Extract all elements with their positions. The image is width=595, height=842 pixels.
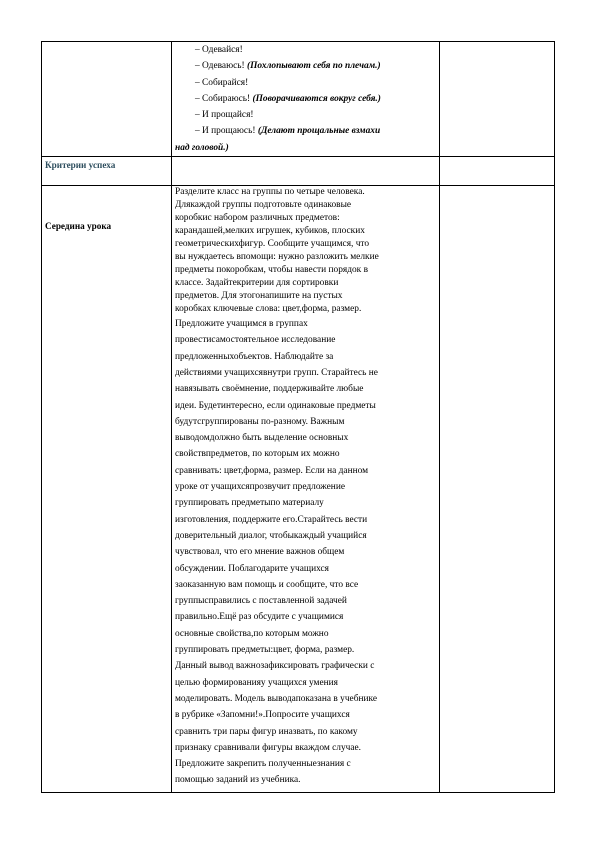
- text-line: вы нуждаетесь впомощи: нужно разложить мелкие: [175, 252, 379, 263]
- text-line: сравнивать: цвет,форма, размер. Если на данном: [175, 465, 369, 476]
- text-line: коробкис набором различных предметов:: [175, 213, 340, 224]
- text-line: – Собирайся!: [195, 77, 249, 88]
- text-line: в рубрике «Запомни!».Попросите учащихся: [175, 710, 350, 721]
- text-line: будутсгруппированы по-разному. Важным: [175, 416, 345, 427]
- text-line: чувствовал, что его мнение важнов общем: [175, 547, 345, 558]
- criteria-label: Критерии успеха: [45, 160, 116, 171]
- row1-content-cell: [172, 42, 440, 157]
- text-line: основные свойства,по которым можно: [175, 628, 329, 639]
- text-line: – И прощайся!: [195, 110, 254, 121]
- text-line: предметов. Для этогонапишите на пустых: [175, 291, 343, 302]
- row1-notes-cell: [440, 42, 555, 157]
- text-line: помощью заданий из учебника.: [175, 775, 301, 786]
- text-line: обсуждении. Поблагодарите учащихся: [175, 563, 329, 574]
- stage-content-cell: [172, 186, 440, 793]
- text-line: провестисамостоятельное исследование: [175, 335, 336, 346]
- row1-stage-cell: [42, 42, 172, 157]
- text-line: карандашей,мелких игрушек, кубиков, плоских: [175, 226, 365, 237]
- text-line: изготовления, поддержите его.Старайтесь вести: [175, 514, 368, 525]
- text-line: коробках ключевые слова: цвет,форма, размер.: [175, 304, 362, 315]
- text-line: группысправились с поставленной задачей: [175, 596, 347, 607]
- criteria-notes-cell: [440, 157, 555, 186]
- stage-label-cell: [42, 186, 172, 793]
- text-line: геометрическихфигур. Сообщите учащимся, что: [175, 239, 370, 250]
- text-line: моделировать. Модель выводапоказана в учебнике: [175, 693, 377, 704]
- text-line: предметы покоробкам, чтобы навести порядок в: [175, 265, 368, 276]
- text-line: навязывать своёмнение, поддерживайте любые: [175, 384, 364, 395]
- text-line: доверительный диалог, чтобыкаждый учащийся: [175, 530, 367, 541]
- table-row: [42, 42, 555, 157]
- table-row: [42, 186, 555, 793]
- criteria-content-cell: [172, 157, 440, 186]
- criteria-label-cell: [42, 157, 172, 186]
- text-line: действиями учащихсявнутри групп. Старайтесь не: [175, 367, 378, 378]
- text-line: сравнить три пары фигур иназвать, по какому: [175, 726, 358, 737]
- text-line: Разделите класс на группы по четыре человека.: [175, 187, 365, 198]
- stage-notes-cell: [440, 186, 555, 793]
- text-line: Данный вывод важнозафиксировать графически с: [175, 661, 375, 672]
- text-line: выводомдолжно быть выделение основных: [175, 433, 349, 444]
- text-line: свойствпредметов, по которым их можно: [175, 449, 340, 460]
- text-line: признаку сравнивали фигуры вкаждом случае.: [175, 742, 362, 753]
- text-line: классе. Задайтекритерии для сортировки: [175, 278, 339, 289]
- stage-label: Середина урока: [45, 221, 112, 232]
- text-line: Предложите учащимся в группах: [175, 319, 308, 330]
- text-line: группировать предметы:цвет, форма, размер.: [175, 645, 355, 656]
- instructions-block: [175, 316, 436, 789]
- text-line: идеи. Будетинтересно, если одинаковые предметы: [175, 400, 376, 411]
- text-line: – Одеваюсь! (Похлопывают себя по плечам.): [195, 61, 381, 72]
- text-line: целью формированияу учащихся умения: [175, 677, 338, 688]
- text-line: – И прощаюсь! (Делают прощальные взмахи: [195, 126, 381, 137]
- text-line: Длякаждой группы подготовьте одинаковые: [175, 200, 352, 211]
- table-row: [42, 157, 555, 186]
- text-line: Предложите закрепить полученныезнания с: [175, 759, 351, 770]
- text-line: над головой.): [175, 142, 229, 153]
- text-line: заоказанную вам помощь и сообщите, что все: [175, 579, 359, 590]
- instructions-block-top: [175, 186, 436, 316]
- text-line: – Одевайся!: [195, 45, 243, 55]
- text-line: группировать предметыпо материалу: [175, 498, 324, 509]
- text-line: предложенныхобъектов. Наблюдайте за: [175, 351, 334, 362]
- lesson-plan-table: [41, 41, 555, 793]
- text-line: – Собираюсь! (Поворачиваются вокруг себя.): [195, 93, 381, 104]
- text-line: правильно.Ещё раз обсудите с учащимися: [175, 612, 344, 623]
- text-line: уроке от учащихсяпрозвучит предложение: [175, 482, 345, 493]
